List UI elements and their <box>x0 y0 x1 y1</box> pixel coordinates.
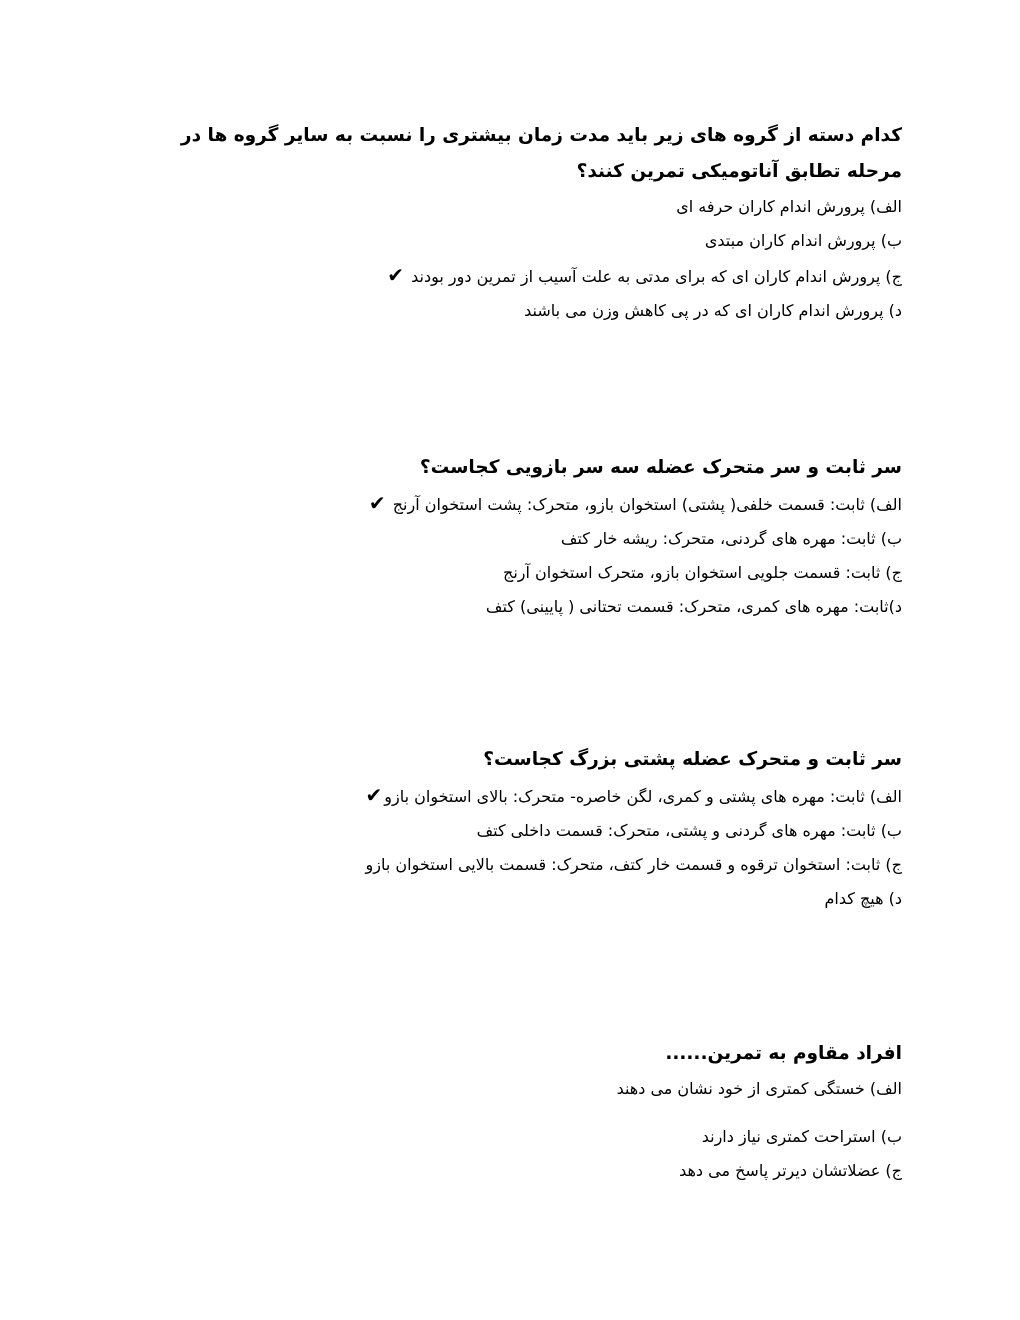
option-text: ب) ثابت: مهره های گردنی، متحرک: ریشه خار کتف <box>560 529 902 548</box>
option-b <box>162 224 902 258</box>
option-a <box>162 778 902 814</box>
spacer <box>162 1106 902 1120</box>
check-mark-icon: ✔ <box>365 783 383 807</box>
question-2 <box>162 450 902 624</box>
option-d <box>162 294 902 328</box>
option-text: ج) ثابت: استخوان ترقوه و قسمت خار کتف، متحرک: قسمت بالایی استخوان بازو <box>365 855 902 874</box>
check-mark-icon: ✔ <box>387 263 405 287</box>
option-c <box>162 556 902 590</box>
question-title: سر ثابت و سر متحرک عضله سه سر بازویی کجاست؟ <box>419 457 902 478</box>
check-mark-icon: ✔ <box>368 491 386 515</box>
option-c <box>162 258 902 294</box>
option-a <box>162 1072 902 1106</box>
question-1 <box>162 118 902 328</box>
option-b <box>162 522 902 556</box>
question-3 <box>162 742 902 916</box>
question-title: سر ثابت و متحرک عضله پشتی بزرگ کجاست؟ <box>483 749 902 770</box>
option-text: الف) پرورش اندام کاران حرفه ای <box>676 197 902 216</box>
option-a <box>162 486 902 522</box>
option-text: ب) استراحت کمتری نیاز دارند <box>701 1127 902 1146</box>
option-c <box>162 848 902 882</box>
option-text: د)ثابت: مهره های کمری، متحرک: قسمت تحتانی ( پایینی) کتف <box>485 597 902 616</box>
option-b <box>162 814 902 848</box>
option-text: ج) پرورش اندام کاران ای که برای مدتی به علت آسیب از تمرین دور بودند <box>411 267 902 286</box>
option-text: الف) ثابت: قسمت خلفی( پشتی) استخوان بازو، متحرک: پشت استخوان آرنج <box>392 495 902 514</box>
option-b <box>162 1120 902 1154</box>
option-d <box>162 882 902 916</box>
option-d <box>162 590 902 624</box>
option-text: ب) ثابت: مهره های گردنی و پشتی، متحرک: قسمت داخلی کتف <box>476 821 902 840</box>
option-text: د) پرورش اندام کاران ای که در پی کاهش وزن می باشند <box>524 301 902 320</box>
option-text: الف) ثابت: مهره های پشتی و کمری، لگن خاصره- متحرک: بالای استخوان بازو <box>384 787 902 806</box>
option-text: ب) پرورش اندام کاران مبتدی <box>704 231 902 250</box>
option-text: ج) ثابت: قسمت جلویی استخوان بازو، متحرک استخوان آرنج <box>503 563 902 582</box>
option-text: ج) عضلاتشان دیرتر پاسخ می دهد <box>679 1161 902 1180</box>
question-title: افراد مقاوم به تمرین...... <box>665 1043 902 1064</box>
question-title: کدام دسته از گروه های زیر باید مدت زمان بیشتری را نسبت به سایر گروه ها در مرحله تطابق آناتومیکی تمرین کنند؟ <box>180 125 902 182</box>
option-text: الف) خستگی کمتری از خود نشان می دهند <box>616 1079 902 1098</box>
option-c <box>162 1154 902 1188</box>
question-4 <box>162 1036 902 1188</box>
option-text: د) هیچ کدام <box>824 889 902 908</box>
option-a <box>162 190 902 224</box>
